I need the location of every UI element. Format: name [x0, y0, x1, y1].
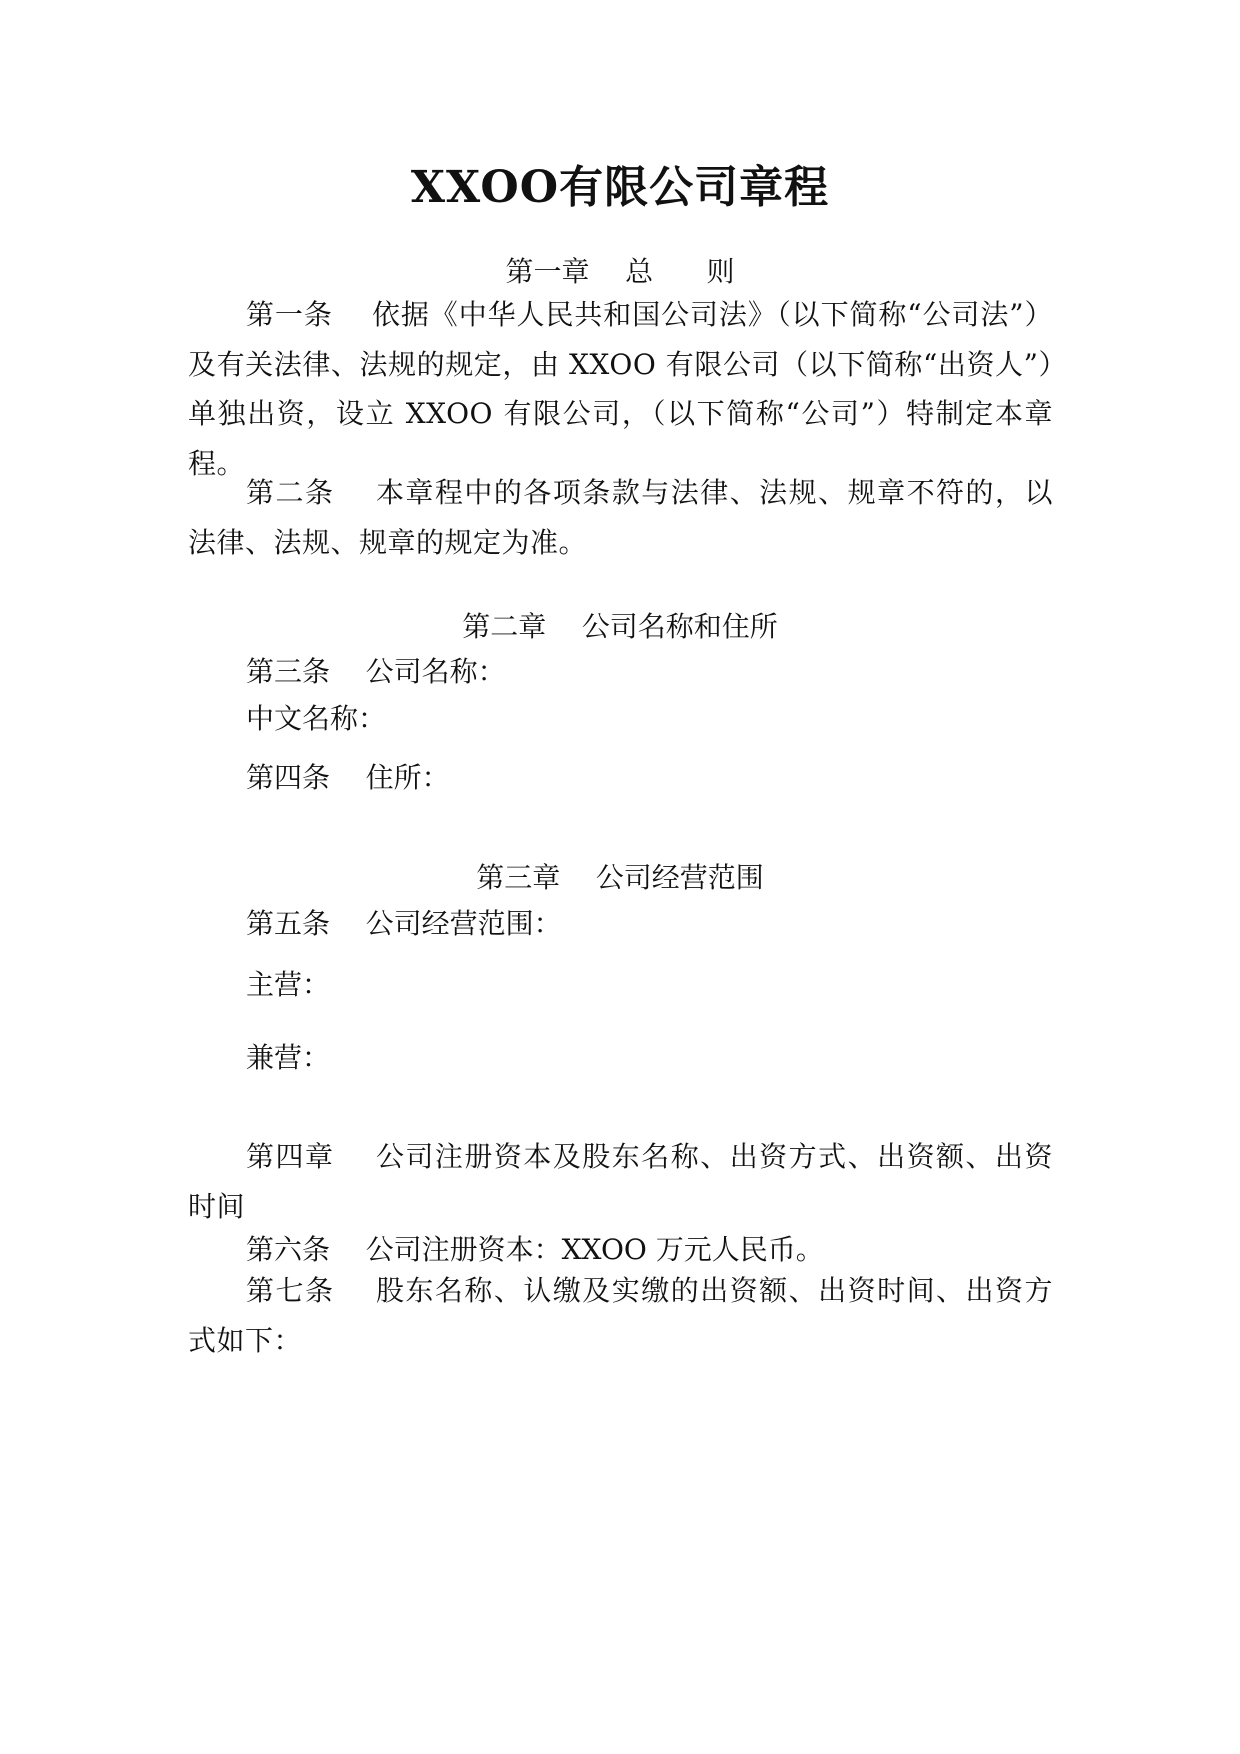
main-business-label: 主营： — [246, 968, 331, 1001]
side-business-label: 兼营： — [246, 1041, 331, 1074]
article-6: 第六条 公司注册资本：XXOO 万元人民币。 — [246, 1233, 824, 1266]
chapter-2-heading: 第二章 公司名称和住所 — [462, 610, 778, 643]
chapter-1-heading: 第一章 总 则 — [505, 255, 735, 288]
article-3: 第三条 公司名称： — [246, 655, 506, 688]
article-4: 第四条 住所： — [246, 761, 450, 794]
article-7: 第七条 股东名称、认缴及实缴的出资额、出资时间、出资方式如下： — [188, 1274, 1053, 1357]
chinese-name-label: 中文名称： — [246, 702, 387, 735]
chapter-4-heading: 第四章 公司注册资本及股东名称、出资方式、出资额、出资时间 — [188, 1140, 1053, 1223]
document-title: XXOO有限公司章程 — [410, 162, 830, 213]
chapter-3-heading: 第三章 公司经营范围 — [476, 861, 764, 894]
article-5: 第五条 公司经营范围： — [246, 907, 562, 940]
article-1: 第一条 依据《中华人民共和国公司法》（以下简称“公司法”）及有关法律、法规的规定，由 XXOO 有限公司（以下简称“出资人”）单独出资，设立 XXOO 有限公司，（以下简称“公司”）特制定本章程。 — [188, 298, 1053, 480]
article-2: 第二条 本章程中的各项条款与法律、法规、规章不符的，以法律、法规、规章的规定为准。 — [188, 476, 1053, 559]
